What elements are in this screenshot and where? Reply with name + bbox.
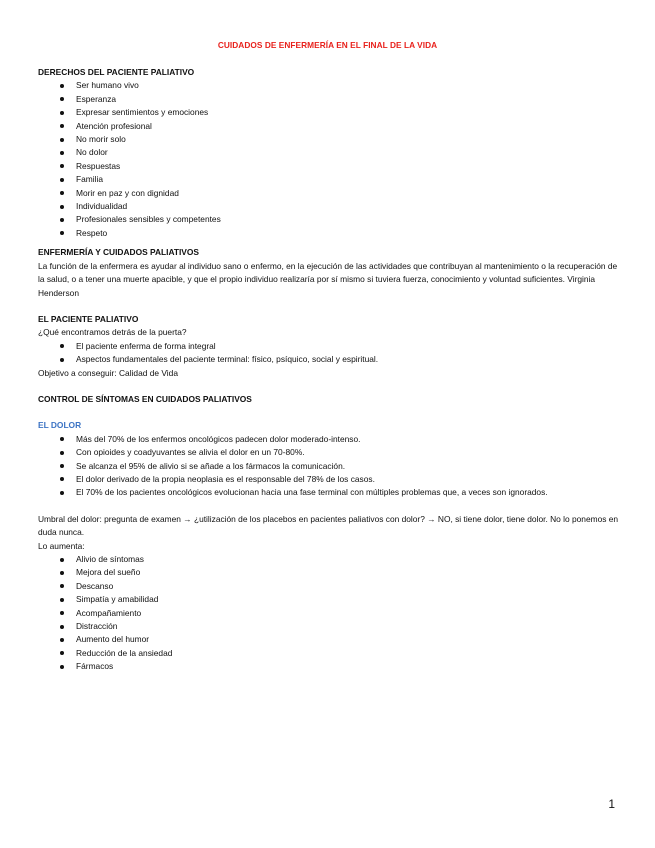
list-item: El paciente enferma de forma integral — [38, 340, 622, 353]
list-item: Familia — [38, 173, 622, 186]
list-item: Descanso — [38, 580, 622, 593]
list-item: Acompañamiento — [38, 607, 622, 620]
list-item: Con opioides y coadyuvantes se alivia el dolor en un 70-80%. — [38, 446, 622, 459]
list-item: Esperanza — [38, 93, 622, 106]
list-aumenta — [38, 553, 622, 674]
list-derechos — [38, 79, 622, 240]
list-item: Más del 70% de los enfermos oncológicos padecen dolor moderado-intenso. — [38, 433, 622, 446]
list-item: Se alcanza el 95% de alivio si se añade a los fármacos la comunicación. — [38, 460, 622, 473]
heading-control: CONTROL DE SÍNTOMAS EN CUIDADOS PALIATIVOS — [38, 393, 252, 404]
list-item: Reducción de la ansiedad — [38, 647, 622, 660]
list-item: No morir solo — [38, 133, 622, 146]
heading-derechos: DERECHOS DEL PACIENTE PALIATIVO — [38, 67, 195, 77]
list-item: Morir en paz y con dignidad — [38, 187, 622, 200]
paciente-question: ¿Qué encontramos detrás de la puerta? — [38, 327, 187, 338]
aumenta-label: Lo aumenta: — [38, 540, 85, 551]
list-item: Respeto — [38, 227, 622, 240]
list-item: Profesionales sensibles y competentes — [38, 213, 622, 226]
list-item: El dolor derivado de la propia neoplasia es el responsable del 78% de los casos. — [38, 473, 622, 486]
document-title: CUIDADOS DE ENFERMERÍA EN EL FINAL DE LA VIDA — [217, 40, 438, 50]
list-item: Individualidad — [38, 200, 622, 213]
list-item: Ser humano vivo — [38, 79, 622, 92]
list-item: No dolor — [38, 146, 622, 159]
list-item: Fármacos — [38, 660, 622, 673]
list-item: Expresar sentimientos y emociones — [38, 106, 622, 119]
list-item: El 70% de los pacientes oncológicos evolucionan hacia una fase terminal con múltiples problemas que, a veces son ignorados. — [38, 486, 622, 499]
paciente-objective: Objetivo a conseguir: Calidad de Vida — [38, 367, 178, 378]
list-paciente — [38, 340, 622, 367]
document-content — [38, 66, 622, 674]
list-item: Aumento del humor — [38, 633, 622, 646]
heading-enfermeria: ENFERMERÍA Y CUIDADOS PALIATIVOS — [38, 247, 199, 258]
paragraph-umbral: Umbral del dolor: pregunta de examen → ¿utilización de los placebos en pacientes paliativos con dolor? → NO, si tiene dolor, tiene dolor. No lo ponemos en duda nunca. — [38, 513, 619, 538]
list-item: Distracción — [38, 620, 622, 633]
list-item: Simpatía y amabilidad — [38, 593, 622, 606]
list-item: Mejora del sueño — [38, 566, 622, 579]
list-item: Atención profesional — [38, 120, 622, 133]
page-number: 1 — [608, 797, 615, 811]
list-item: Respuestas — [38, 160, 622, 173]
list-item: Alivio de síntomas — [38, 553, 622, 566]
list-dolor — [38, 433, 622, 500]
heading-paciente: EL PACIENTE PALIATIVO — [38, 313, 139, 324]
list-item: Aspectos fundamentales del paciente terminal: físico, psíquico, social y espiritual. — [38, 353, 622, 366]
paragraph-enfermeria: La función de la enfermera es ayudar al individuo sano o enfermo, en la ejecución de las actividades que contribuyan al mantenimiento o la recuperación de la salud, o a tener una muerte apacible, y que el propio individuo realizaría por sí mismo si tuviera fuerza, conocimiento y voluntad suficientes. Virginia Henderson — [38, 260, 618, 298]
heading-dolor: EL DOLOR — [38, 420, 82, 431]
